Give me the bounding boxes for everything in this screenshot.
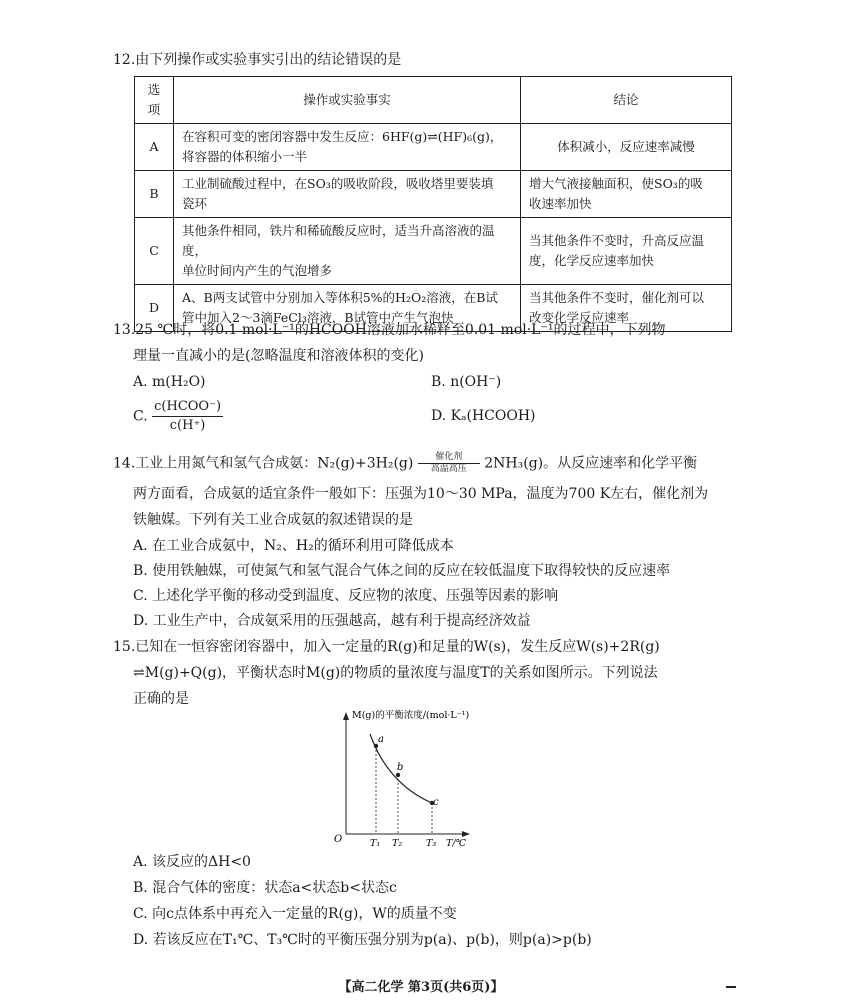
q14-option-c: C. 上述化学平衡的移动受到温度、反应物的浓度、压强等因素的影响 [133,588,559,604]
tick-label-t1: T₁ [370,838,381,848]
row-conclusion: 体积减小，反应速率减慢 [521,124,732,171]
table-row [135,171,732,218]
x-axis-arrow [462,831,470,837]
q13-option-a: A. m(H₂O) [133,374,206,390]
option-c-fraction [152,398,223,435]
row-option: A [135,124,174,171]
q12-table [134,76,732,332]
reaction-arrow [418,452,480,475]
fraction-numerator: c(HCOO⁻) [152,398,223,417]
arrow-condition-bottom: 高温高压 [430,464,467,474]
q13-option-d: D. Kₐ(HCOOH) [431,408,536,424]
row-fact: 其他条件相同，铁片和稀硫酸反应时，适当升高溶液的温度， 单位时间内产生的气泡增多 [174,218,521,285]
q14-option-b: B. 使用铁触媒，可使氮气和氢气混合气体之间的反应在较低温度下取得较快的反应速率 [133,563,671,579]
tick-label-t3: T₃ [426,838,437,848]
y-axis-label: M(g)的平衡浓度/(mol·L⁻¹) [352,710,470,721]
q14-stem-line3: 铁触媒。下列有关工业合成氨的叙述错误的是 [133,512,413,528]
q14-stem-line2: 两方面看，合成氨的适宜条件一般如下：压强为10～30 MPa，温度为700 K左右，催化剂为 [133,486,709,502]
x-axis-label: T/℃ [446,838,467,848]
q12-stem: 12.由下列操作或实验事实引出的结论错误的是 [113,52,402,68]
row-option: C [135,218,174,285]
header-option: 选项 [135,77,174,124]
q14-option-d: D. 工业生产中，合成氨采用的压强越高，越有利于提高经济效益 [133,613,531,629]
point-label-a: a [378,734,384,745]
q15-stem-line2: ⇌M(g)+Q(g)，平衡状态时M(g)的物质的量浓度与温度T的关系如图所示。下列说法 [133,665,658,681]
q13-stem-line2: 理量一直减小的是(忽略温度和溶液体积的变化) [133,348,424,364]
q13-option-b: B. n(OH⁻) [431,374,502,390]
row-fact: 工业制硫酸过程中，在SO₃的吸收阶段，吸收塔里要装填 瓷环 [174,171,521,218]
point-b [396,773,400,777]
q15-option-d: D. 若该反应在T₁℃、T₃℃时的平衡压强分别为p(a)、p(b)，则p(a)>p(b) [133,932,592,948]
q15-option-b: B. 混合气体的密度：状态a<状态b<状态c [133,880,397,896]
arrow-condition-top: 催化剂 [418,452,480,464]
table-header-row [135,77,732,124]
row-conclusion: 增大气液接触面积，使SO₃的吸 收速率加快 [521,171,732,218]
q13-option-c [133,398,223,435]
q14-stem-part2: 2NH₃(g)。从反应速率和化学平衡 [484,455,698,472]
header-conclusion: 结论 [521,77,732,124]
header-fact: 操作或实验事实 [174,77,521,124]
row-option: D [135,285,174,332]
q14-option-a: A. 在工业合成氨中，N₂、H₂的循环利用可降低成本 [133,538,454,554]
row-conclusion: 当其他条件不变时，升高反应温 度，化学反应速率加快 [521,218,732,285]
concentration-temperature-chart [330,708,510,848]
point-label-b: b [397,762,404,773]
page-footer: 【高二化学 第3页(共6页)】 [338,980,504,995]
point-label-c: c [433,797,439,808]
q14-stem-part1: 14.工业上用氮气和氢气合成氨：N₂(g)+3H₂(g) [113,455,414,472]
option-c-label: C. [133,408,148,425]
q13-stem-line1: 13.25 ℃时，将0.1 mol·L⁻¹的HCOOH溶液加水稀释至0.01 mol·L⁻¹的过程中，下列物 [113,322,666,338]
row-fact: 在容积可变的密闭容器中发生反应：6HF(g)⇌(HF)₆(g)， 将容器的体积缩小一半 [174,124,521,171]
table-row [135,218,732,285]
origin-label: O [334,834,343,845]
row-fact: A、B两支试管中分别加入等体积5%的H₂O₂溶液，在B试 管中加入2～3滴FeCl₃溶液，B试管中产生气泡快 [174,285,521,332]
y-axis-arrow [343,712,349,720]
fraction-denominator: c(H⁺) [169,418,206,433]
q15-option-a: A. 该反应的ΔH<0 [133,854,251,870]
row-option: B [135,171,174,218]
q15-stem-line1: 15.已知在一恒容密闭容器中，加入一定量的R(g)和足量的W(s)，发生反应W(s)+2R(g) [113,639,660,655]
q15-stem-line3: 正确的是 [133,691,189,707]
tick-label-t2: T₂ [392,838,403,848]
q14-stem-line1 [113,452,697,475]
q15-option-c: C. 向c点体系中再充入一定量的R(g)，W的质量不变 [133,906,457,922]
row-conclusion: 当其他条件不变时，催化剂可以 改变化学反应速率 [521,285,732,332]
table-row [135,124,732,171]
corner-mark [726,986,736,988]
